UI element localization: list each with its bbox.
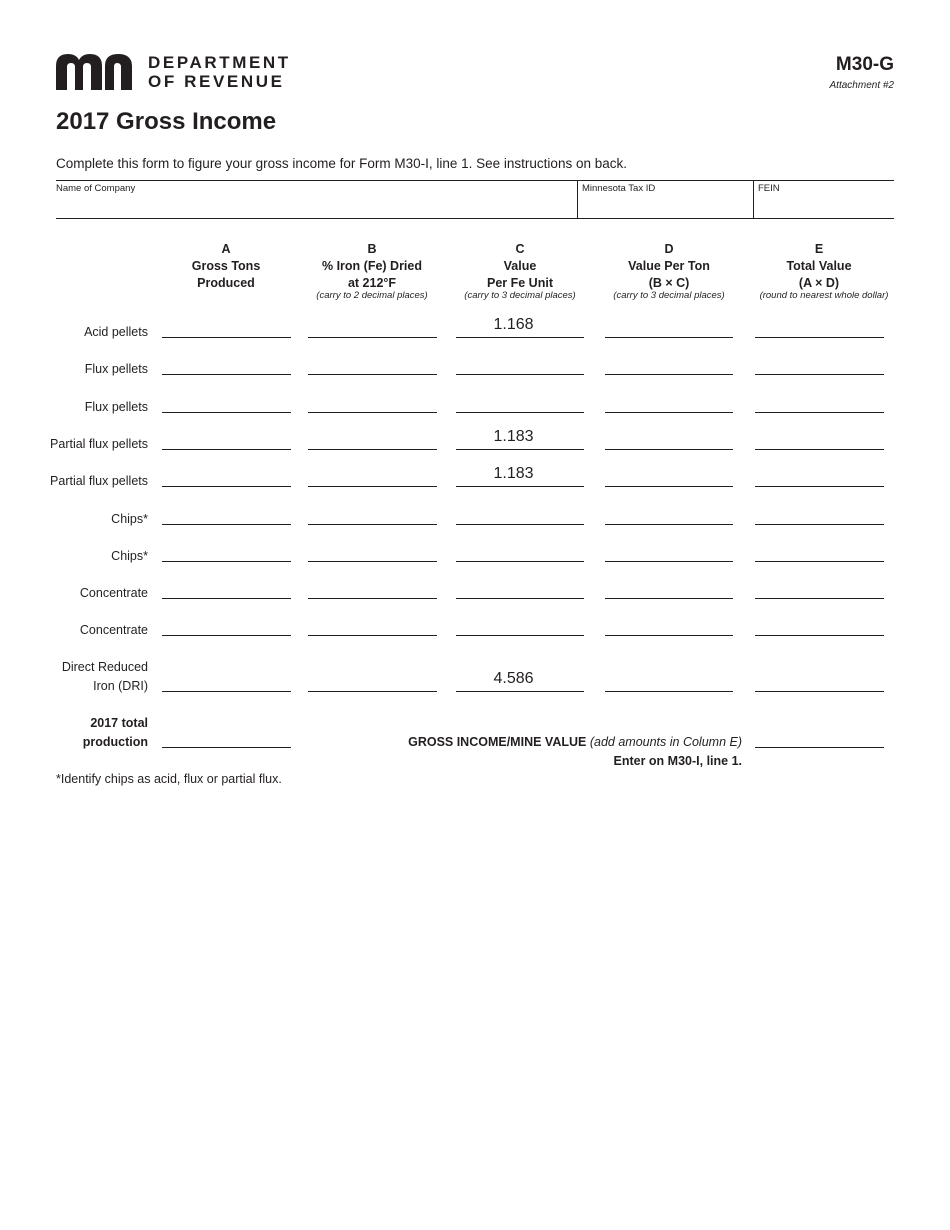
total-label-line2: production [82, 735, 148, 749]
col-a-input[interactable] [162, 598, 291, 599]
col-c-input[interactable] [456, 635, 584, 636]
col-c-input[interactable] [456, 670, 584, 692]
column-a-header [151, 241, 301, 292]
total-label-line1: 2017 total [90, 716, 148, 730]
gross-income-label [360, 735, 742, 749]
col-e-input[interactable] [755, 691, 884, 692]
row-label: Concentrate [79, 586, 148, 600]
col-c-input[interactable] [456, 524, 584, 525]
page-title: 2017 Gross Income [56, 108, 277, 135]
col-a-input[interactable] [162, 486, 291, 487]
col-c-input[interactable] [456, 598, 584, 599]
col-a-input[interactable] [162, 524, 291, 525]
col-c-input[interactable] [456, 316, 584, 338]
column-title: Gross Tons [191, 259, 261, 273]
col-b-input[interactable] [308, 374, 437, 375]
fein-label: FEIN [758, 183, 780, 194]
tax-id-field[interactable] [577, 181, 753, 218]
column-letter: C [515, 242, 525, 256]
column-b-note: (carry to 2 decimal places) [316, 290, 428, 301]
col-a-input[interactable] [162, 561, 291, 562]
row-label-line2: Iron (DRI) [93, 679, 148, 693]
col-b-input[interactable] [308, 691, 437, 692]
form-number: M30-G [835, 54, 894, 75]
col-e-input[interactable] [755, 412, 884, 413]
column-b-header [297, 241, 447, 292]
agency-line-2: OF REVENUE [148, 72, 285, 91]
column-subtitle: Per Fe Unit [487, 276, 553, 290]
row-label: Concentrate [79, 623, 148, 637]
col-d-input[interactable] [605, 337, 733, 338]
column-c-header [445, 241, 595, 292]
mn-logo-icon [56, 54, 140, 90]
row-label: Partial flux pellets [50, 437, 148, 451]
attachment-label: Attachment #2 [829, 80, 894, 91]
col-c-value: 4.586 [493, 670, 534, 687]
gross-income-note: (add amounts in Column E) [589, 735, 742, 749]
col-e-input[interactable] [755, 374, 884, 375]
col-a-input[interactable] [162, 374, 291, 375]
column-e-note: (round to nearest whole dollar) [759, 290, 889, 301]
column-letter: B [367, 242, 377, 256]
column-subtitle: at 212°F [347, 276, 397, 290]
col-d-input[interactable] [605, 691, 733, 692]
row-label-line1: Direct Reduced [61, 660, 148, 674]
enter-note: Enter on M30-I, line 1. [613, 754, 742, 768]
column-letter: A [221, 242, 231, 256]
tax-id-label: Minnesota Tax ID [582, 183, 656, 194]
agency-line-1: DEPARTMENT [148, 53, 291, 72]
col-c-value: 1.168 [493, 316, 534, 333]
column-subtitle: (B × C) [648, 276, 690, 290]
col-a-input[interactable] [162, 691, 291, 692]
column-subtitle: (A × D) [798, 276, 840, 290]
col-b-input[interactable] [308, 635, 437, 636]
col-d-input[interactable] [605, 524, 733, 525]
row-label: Chips* [111, 512, 148, 526]
col-e-input[interactable] [755, 337, 884, 338]
col-a-input[interactable] [162, 449, 291, 450]
col-e-input[interactable] [755, 524, 884, 525]
column-title: Value [503, 259, 537, 273]
col-e-input[interactable] [755, 449, 884, 450]
row-label: Partial flux pellets [50, 474, 148, 488]
column-title: % Iron (Fe) Dried [321, 259, 422, 273]
row-label: Acid pellets [84, 325, 148, 339]
col-b-input[interactable] [308, 524, 437, 525]
row-label: Flux pellets [84, 362, 148, 376]
col-a-input[interactable] [162, 635, 291, 636]
col-c-input[interactable] [456, 412, 584, 413]
column-e-header [744, 241, 894, 292]
col-d-input[interactable] [605, 598, 733, 599]
col-d-input[interactable] [605, 449, 733, 450]
col-c-value: 1.183 [493, 465, 534, 482]
col-e-input[interactable] [755, 486, 884, 487]
col-b-input[interactable] [308, 337, 437, 338]
company-name-label: Name of Company [56, 183, 136, 194]
column-title: Value Per Ton [628, 259, 710, 273]
total-production-input[interactable] [162, 747, 291, 748]
col-b-input[interactable] [308, 561, 437, 562]
row-label: Flux pellets [84, 400, 148, 414]
col-d-input[interactable] [605, 374, 733, 375]
col-b-input[interactable] [308, 412, 437, 413]
column-subtitle: Produced [197, 276, 255, 290]
col-b-input[interactable] [308, 449, 437, 450]
column-title: Total Value [786, 259, 852, 273]
instructions-text: Complete this form to figure your gross income for Form M30-I, line 1. See instructions on back. [56, 156, 627, 171]
column-d-note: (carry to 3 decimal places) [613, 290, 725, 301]
row-label: Chips* [111, 549, 148, 563]
col-b-input[interactable] [308, 598, 437, 599]
col-a-input[interactable] [162, 337, 291, 338]
col-d-input[interactable] [605, 561, 733, 562]
col-c-input[interactable] [456, 561, 584, 562]
col-d-input[interactable] [605, 635, 733, 636]
col-b-input[interactable] [308, 486, 437, 487]
col-c-value: 1.183 [493, 428, 534, 445]
col-c-input[interactable] [456, 428, 584, 450]
column-letter: D [664, 242, 674, 256]
col-d-input[interactable] [605, 486, 733, 487]
footnote: *Identify chips as acid, flux or partial flux. [56, 772, 282, 786]
total-production-label [0, 714, 148, 752]
col-e-input[interactable] [755, 598, 884, 599]
column-c-note: (carry to 3 decimal places) [464, 290, 576, 301]
col-c-input[interactable] [456, 374, 584, 375]
col-e-input[interactable] [755, 635, 884, 636]
fein-field[interactable] [753, 181, 894, 218]
column-d-header [594, 241, 744, 292]
row-label-multiline [0, 658, 148, 696]
gross-income-input[interactable] [755, 747, 884, 748]
col-a-input[interactable] [162, 412, 291, 413]
col-e-input[interactable] [755, 561, 884, 562]
col-c-input[interactable] [456, 465, 584, 487]
company-name-field[interactable] [56, 181, 577, 218]
column-letter: E [814, 242, 824, 256]
agency-name [148, 53, 291, 91]
col-d-input[interactable] [605, 412, 733, 413]
company-info-box [56, 180, 894, 219]
gross-income-title: GROSS INCOME/MINE VALUE [408, 735, 587, 749]
